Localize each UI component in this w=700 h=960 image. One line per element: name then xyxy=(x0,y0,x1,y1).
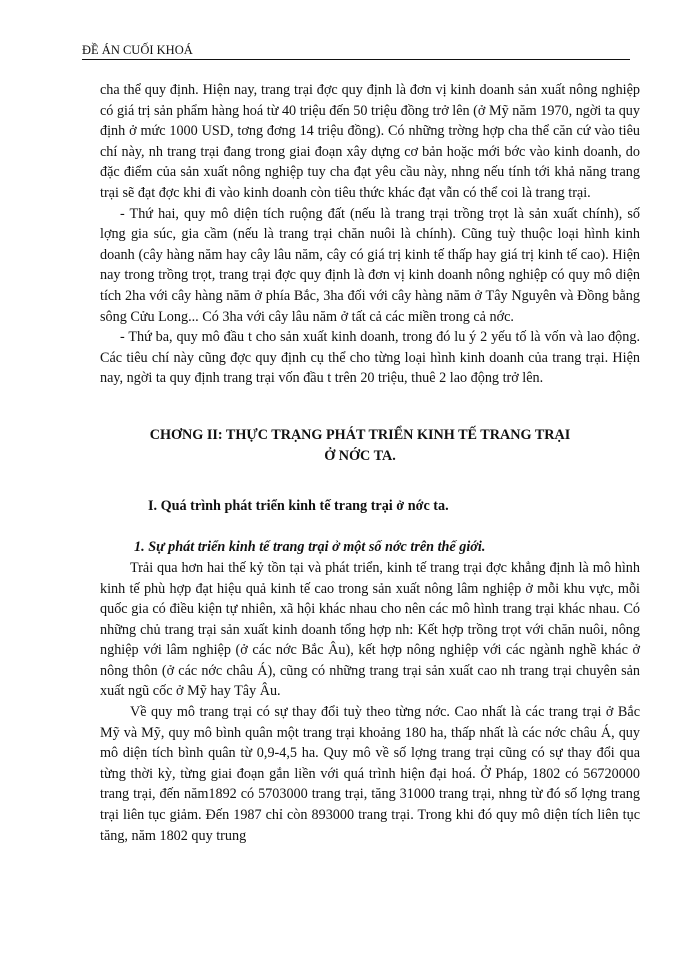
paragraph-criteria-area: - Thứ hai, quy mô diện tích ruộng đất (nếu là trang trại trồng trọt là sản xuất chính), số lợng gia súc, gia cầm (nếu là trang trại chăn nuôi là chính). Cũng tuỳ thuộc loại hình kinh doanh (cây hàng năm hay cây lâu năm, cây có giá trị kinh tế thấp hay giá trị kinh tế cao). Hiện nay trong trồng trọt, trang trại đợc quy định là đơn vị kinh doanh nông nghiệp có quy mô diện tích 2ha với cây hàng năm ở phía Bắc, 3ha đối với cây hàng năm ở Tây Nguyên và Đồng bằng sông Cửu Long... Có 3ha với cây lâu năm ở tất cả các miền trong cả nớc. xyxy=(100,205,640,325)
section-heading: I. Quá trình phát triển kinh tế trang trại ở nớc ta. xyxy=(148,497,449,514)
page-content xyxy=(100,80,640,846)
chapter-heading-line1: CHƠNG II: THỰC TRẠNG PHÁT TRIỂN KINH TẾ TRANG TRẠI xyxy=(149,426,571,443)
subsection-heading: 1. Sự phát triển kinh tế trang trại ở một số nớc trên thế giới. xyxy=(134,538,486,555)
paragraph-criteria-investment: - Thứ ba, quy mô đầu t cho sản xuất kinh doanh, trong đó lu ý 2 yếu tố là vốn và lao động. Các tiêu chí này cũng đợc quy định cụ thể cho từng loại hình kinh doanh của trang trại. Hiện nay, ngời ta quy định trang trại vốn đầu t trên 20 triệu, thuê 2 lao động trở lên. xyxy=(100,329,640,387)
chapter-heading-line2: Ở NỚC TA. xyxy=(324,447,396,464)
chapter-heading xyxy=(100,425,640,467)
paragraph-world-scale: Về quy mô trang trại có sự thay đổi tuỳ theo từng nớc. Cao nhất là các trang trại ở Bắc Mỹ và Mỹ, quy mô bình quân một trang trại khoảng 180 ha, thấp nhất là các nớc châu Á, quy mô diện tích bình quân từ 0,9-4,5 ha. Quy mô về số lợng trang trại cũng có sự thay đổi qua từng thời kỳ, từng giai đoạn gắn liền với quá trình hiện đại hoá. Ở Pháp, 1802 có 56720000 trang trại, đến năm1892 có 5703000 trang trại, tăng 31000 trang trại, nhng từ đó số lợng trang trại liên tục giảm. Đến 1987 chỉ còn 893000 trang trại. Trong khi đó quy mô diện tích liên tục tăng, năm 1802 quy trung xyxy=(100,704,640,844)
header-title: ĐỀ ÁN CUỐI KHOÁ xyxy=(82,43,193,57)
running-header xyxy=(82,42,630,60)
paragraph-world-models: Trải qua hơn hai thế kỷ tồn tại và phát triển, kinh tế trang trại đợc khẳng định là mô hình kinh tế phù hợp đạt hiệu quả kinh tế cao trong sản xuất nông lâm nghiệp ở mỗi khu vực, mỗi quốc gia có điều kiện tự nhiên, xã hội khác nhau cho nên các mô hình trang trại khác nhau. Có những chủ trang trại sản xuất kinh doanh tổng hợp nh: Kết hợp trồng trọt với chăn nuôi, nông nghiệp với lâm nghiệp (ở các nớc Bắc Âu), kết hợp nông nghiệp với các ngành nghề khác ở nông thôn (ở các nớc châu Á), cũng có những trang trại sản xuất cao nh trang trại chuyên sản xuất ngũ cốc ở Mỹ hay Tây Âu. xyxy=(100,559,640,700)
paragraph-criteria-value: cha thể quy định. Hiện nay, trang trại đợc quy định là đơn vị kinh doanh sản xuất nông nghiệp có giá trị sản phẩm hàng hoá từ 40 triệu đến 50 triệu đồng trở lên (ở Mỹ năm 1970, ngời ta quy định ở mức 1000 USD, tơng đơng 14 triệu đồng). Có những trờng hợp cha thể căn cứ vào tiêu chí này, nh trang trại đang trong giai đoạn xây dựng cơ bản hoặc mới bớc vào kinh doanh, do đặc điểm của sản xuất nông nghiệp tuy cha đạt yêu cầu này, nhng nếu tính tới khả năng trang trại sẽ đạt đợc khi đi vào kinh doanh còn tiêu thức khác đạt vẫn có thể coi là trang trại. xyxy=(100,82,640,201)
